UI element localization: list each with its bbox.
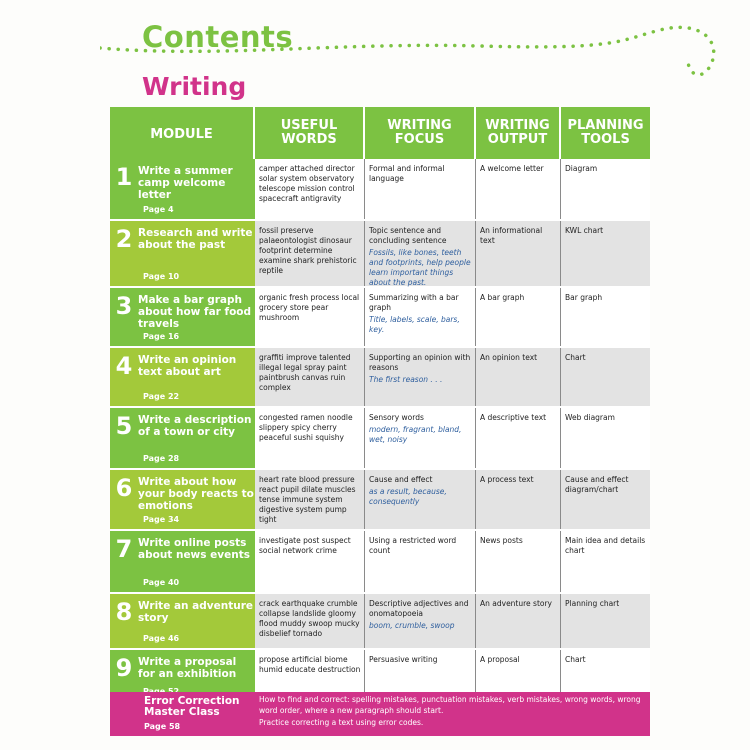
focus-example: Title, labels, scale, bars, key. bbox=[369, 315, 460, 334]
module-title: Write a description of a town or city bbox=[138, 414, 252, 438]
focus-text: Persuasive writing bbox=[369, 655, 438, 664]
error-correction-title: Error Correction Master Class bbox=[144, 695, 240, 718]
writing-output-cell: A process text bbox=[476, 470, 561, 529]
focus-text: Topic sentence and concluding sentence bbox=[369, 226, 447, 245]
header-useful-words: USEFUL WORDS bbox=[255, 107, 365, 159]
useful-words-cell: heart rate blood pressure react pupil dilate muscles tense immune system digestive system pump tight bbox=[255, 470, 365, 529]
writing-focus-cell bbox=[365, 288, 476, 346]
writing-focus-cell bbox=[365, 531, 476, 592]
table-row bbox=[110, 348, 650, 408]
table-row bbox=[110, 159, 650, 221]
planning-tools-cell: Cause and effect diagram/chart bbox=[561, 470, 650, 529]
page-title: Contents bbox=[142, 20, 294, 54]
focus-text: Sensory words bbox=[369, 413, 424, 422]
module-title: Write a summer camp welcome letter bbox=[138, 165, 233, 201]
planning-tools-cell: Diagram bbox=[561, 159, 650, 219]
module-page: Page 34 bbox=[143, 515, 180, 524]
focus-example: Fossils, like bones, teeth and footprints, help people learn important things about the past. bbox=[369, 248, 471, 287]
focus-example: modern, fragrant, bland, wet, noisy bbox=[369, 425, 462, 444]
error-correction-line2: Practice correcting a text using error codes. bbox=[259, 718, 424, 727]
error-correction-line1: How to find and correct: spelling mistakes, punctuation mistakes, verb mistakes, wrong words, wrong word order, where a new paragraph should start. bbox=[259, 695, 641, 715]
module-page: Page 10 bbox=[143, 272, 180, 281]
writing-focus-cell bbox=[365, 408, 476, 468]
planning-tools-cell: Bar graph bbox=[561, 288, 650, 346]
module-title: Make a bar graph about how far food travels bbox=[138, 294, 252, 330]
table-row bbox=[110, 221, 650, 288]
error-correction-description bbox=[255, 692, 650, 736]
module-number: 5 bbox=[115, 412, 133, 440]
focus-text: Supporting an opinion with reasons bbox=[369, 353, 471, 372]
module-title: Write about how your body reacts to emotions bbox=[138, 476, 254, 512]
writing-output-cell: News posts bbox=[476, 531, 561, 592]
focus-example: The first reason . . . bbox=[369, 375, 443, 384]
writing-focus-cell bbox=[365, 221, 476, 286]
module-cell bbox=[110, 594, 255, 648]
module-number: 9 bbox=[115, 654, 133, 682]
writing-focus-cell bbox=[365, 159, 476, 219]
module-number: 1 bbox=[115, 163, 133, 191]
useful-words-cell: crack earthquake crumble collapse landslide gloomy flood muddy swoop mucky disbelief tornado bbox=[255, 594, 365, 648]
planning-tools-cell: Main idea and details chart bbox=[561, 531, 650, 592]
module-number: 3 bbox=[115, 292, 133, 320]
writing-output-cell: An informational text bbox=[476, 221, 561, 286]
module-page: Page 28 bbox=[143, 454, 180, 463]
module-cell bbox=[110, 159, 255, 219]
writing-focus-cell bbox=[365, 470, 476, 529]
module-title: Write an adventure story bbox=[138, 600, 254, 624]
header-writing-output: WRITING OUTPUT bbox=[476, 107, 561, 159]
contents-table bbox=[110, 107, 650, 703]
error-correction-row bbox=[110, 692, 650, 736]
module-page: Page 4 bbox=[143, 205, 174, 214]
module-page: Page 40 bbox=[143, 578, 180, 587]
module-page: Page 16 bbox=[143, 332, 180, 341]
section-subtitle: Writing bbox=[142, 72, 247, 101]
table-row bbox=[110, 531, 650, 594]
module-cell bbox=[110, 221, 255, 286]
module-title: Write a proposal for an exhibition bbox=[138, 656, 237, 680]
module-cell bbox=[110, 408, 255, 468]
writing-focus-cell bbox=[365, 348, 476, 406]
planning-tools-cell: Web diagram bbox=[561, 408, 650, 468]
table-row bbox=[110, 288, 650, 348]
writing-output-cell: A welcome letter bbox=[476, 159, 561, 219]
module-cell bbox=[110, 531, 255, 592]
table-row bbox=[110, 470, 650, 531]
useful-words-cell: organic fresh process local grocery store pear mushroom bbox=[255, 288, 365, 346]
header-planning-tools: PLANNING TOOLS bbox=[567, 118, 644, 147]
focus-example: as a result, because, consequently bbox=[369, 487, 447, 506]
focus-text: Descriptive adjectives and onomatopoeia bbox=[369, 599, 469, 618]
focus-text: Using a restricted word count bbox=[369, 536, 457, 555]
planning-tools-cell: Planning chart bbox=[561, 594, 650, 648]
table-row bbox=[110, 594, 650, 650]
useful-words-cell: congested ramen noodle slippery spicy cherry peaceful sushi squishy bbox=[255, 408, 365, 468]
header-module: MODULE bbox=[110, 107, 255, 159]
planning-tools-cell: Chart bbox=[561, 650, 650, 701]
useful-words-cell: fossil preserve palaeontologist dinosaur footprint determine examine shark prehistoric reptile bbox=[255, 221, 365, 286]
useful-words-cell: investigate post suspect social network crime bbox=[255, 531, 365, 592]
module-cell bbox=[110, 288, 255, 346]
module-cell bbox=[110, 348, 255, 406]
useful-words-cell: camper attached director solar system observatory telescope mission control spacecraft antigravity bbox=[255, 159, 365, 219]
focus-text: Summarizing with a bar graph bbox=[369, 293, 459, 312]
module-page: Page 46 bbox=[143, 634, 180, 643]
writing-output-cell: An opinion text bbox=[476, 348, 561, 406]
module-cell bbox=[110, 470, 255, 529]
module-number: 2 bbox=[115, 225, 133, 253]
writing-focus-cell bbox=[365, 594, 476, 648]
focus-example: boom, crumble, swoop bbox=[369, 621, 455, 630]
error-correction-page: Page 58 bbox=[144, 722, 181, 731]
module-title: Write an opinion text about art bbox=[138, 354, 237, 378]
planning-tools-cell: Chart bbox=[561, 348, 650, 406]
module-title: Write online posts about news events bbox=[138, 537, 250, 561]
useful-words-cell: graffiti improve talented illegal legal spray paint paintbrush canvas ruin complex bbox=[255, 348, 365, 406]
writing-output-cell: A bar graph bbox=[476, 288, 561, 346]
table-header bbox=[110, 107, 650, 159]
error-correction-module bbox=[110, 692, 255, 736]
writing-output-cell: A descriptive text bbox=[476, 408, 561, 468]
table-row bbox=[110, 408, 650, 470]
planning-tools-cell: KWL chart bbox=[561, 221, 650, 286]
writing-output-cell: A proposal bbox=[476, 650, 561, 701]
writing-output-cell: An adventure story bbox=[476, 594, 561, 648]
module-number: 6 bbox=[115, 474, 133, 502]
module-title: Research and write about the past bbox=[138, 227, 253, 251]
focus-text: Formal and informal language bbox=[369, 164, 445, 183]
module-page: Page 22 bbox=[143, 392, 180, 401]
useful-words-cell: propose artificial biome humid educate destruction bbox=[255, 650, 365, 701]
module-number: 8 bbox=[115, 598, 133, 626]
header-writing-focus: WRITING FOCUS bbox=[365, 107, 476, 159]
module-number: 4 bbox=[115, 352, 133, 380]
module-number: 7 bbox=[115, 535, 133, 563]
focus-text: Cause and effect bbox=[369, 475, 433, 484]
